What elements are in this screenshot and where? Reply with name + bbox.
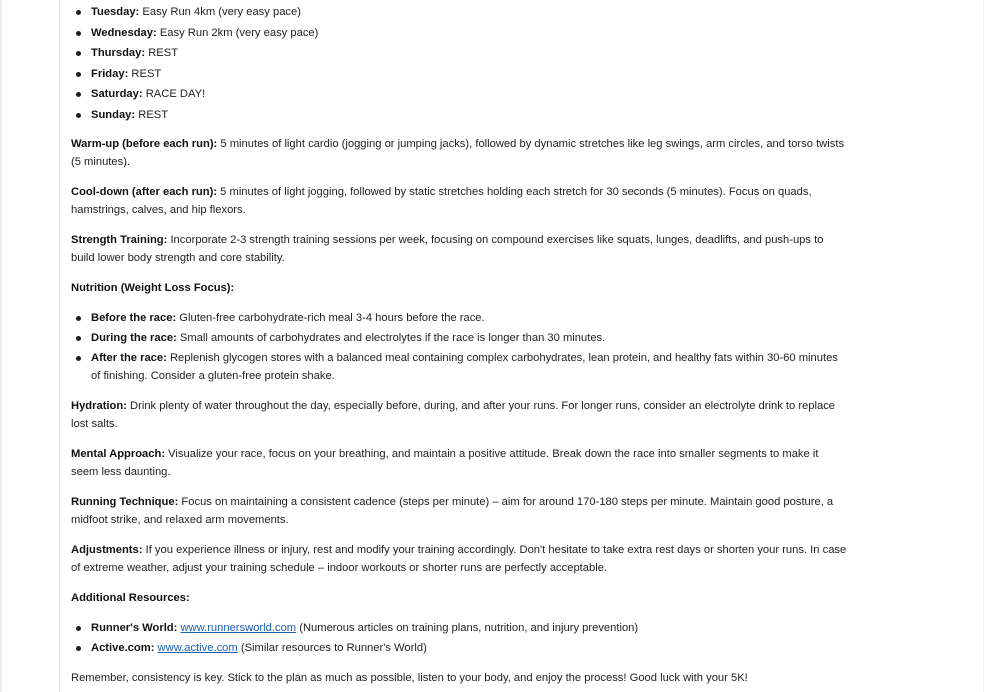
nutrition-list xyxy=(71,309,847,385)
warmup-paragraph: Warm-up (before each run): 5 minutes of light cardio (jogging or jumping jacks), followed by dynamic stretches like leg swings, arm circles, and torso twists (5 minutes). xyxy=(71,138,845,168)
list-item: Runner's World: www.runnersworld.com (Numerous articles on training plans, nutrition, and injury prevention) xyxy=(91,619,847,637)
adjustments-paragraph: Adjustments: If you experience illness or injury, rest and modify your training accordingly. Don't hesitate to take extra rest days or shorten your runs. In case of extreme weather, adjust your training schedule – indoor workouts or shorter runs are perfectly acceptable. xyxy=(71,544,847,574)
runnersworld-link[interactable]: www.runnersworld.com xyxy=(180,622,297,634)
list-item: During the race: Small amounts of carbohydrates and electrolytes if the race is longer than 30 minutes. xyxy=(91,329,847,347)
technique-paragraph: Running Technique: Focus on maintaining a consistent cadence (steps per minute) – aim for around 170-180 steps per minute. Maintain good posture, a midfoot strike, and relaxed arm movements. xyxy=(71,496,834,526)
list-item: Thursday: REST xyxy=(91,44,847,65)
message-content xyxy=(71,0,847,687)
list-item: Wednesday: Easy Run 2km (very easy pace) xyxy=(91,24,847,45)
left-scroll-rail xyxy=(0,0,2,692)
mental-paragraph: Mental Approach: Visualize your race, focus on your breathing, and maintain a positive attitude. Break down the race into smaller segments to make it seem less daunting. xyxy=(71,448,819,478)
strength-paragraph: Strength Training: Incorporate 2-3 strength training sessions per week, focusing on compound exercises like squats, lunges, deadlifts, and push-ups to build lower body strength and core stability. xyxy=(71,234,824,264)
list-item: Sunday: REST xyxy=(91,106,847,127)
list-item: Active.com: www.active.com (Similar resources to Runner's World) xyxy=(91,639,847,657)
hydration-paragraph: Hydration: Drink plenty of water throughout the day, especially before, during, and after your runs. For longer runs, consider an electrolyte drink to replace lost salts. xyxy=(71,400,836,430)
list-item: Saturday: RACE DAY! xyxy=(91,85,847,106)
cooldown-paragraph: Cool-down (after each run): 5 minutes of light jogging, followed by static stretches holding each stretch for 30 seconds (5 minutes). Focus on quads, hamstrings, calves, and hip flexors. xyxy=(71,186,812,216)
closing-paragraph: Remember, consistency is key. Stick to the plan as much as possible, listen to your body, and enjoy the process! Good luck with your 5K! xyxy=(71,672,748,684)
list-item: Tuesday: Easy Run 4km (very easy pace) xyxy=(91,3,847,24)
list-item: Before the race: Gluten-free carbohydrate-rich meal 3-4 hours before the race. xyxy=(91,309,847,327)
active-com-link[interactable]: www.active.com xyxy=(157,642,238,654)
list-item: Friday: REST xyxy=(91,65,847,86)
nutrition-heading: Nutrition (Weight Loss Focus): xyxy=(71,282,235,294)
resources-list xyxy=(71,619,847,657)
list-item: After the race: Replenish glycogen stores with a balanced meal containing complex carbohydrates, lean protein, and healthy fats within 30-60 minutes of finishing. Consider a gluten-free protein shake. xyxy=(91,349,847,385)
schedule-list xyxy=(71,3,847,126)
content-separator xyxy=(59,0,60,692)
resources-heading: Additional Resources: xyxy=(71,592,190,604)
